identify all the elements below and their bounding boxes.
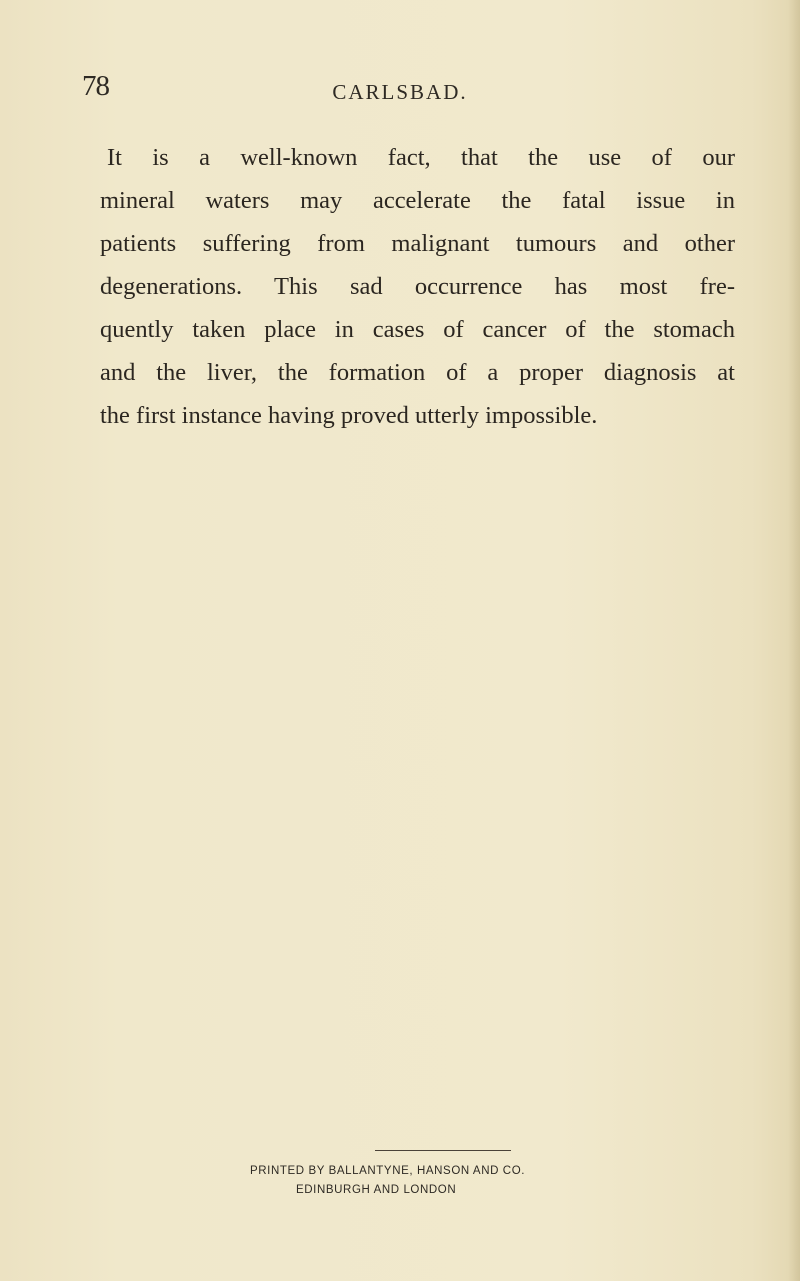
running-head: CARLSBAD. — [332, 80, 468, 104]
page-edge-shadow — [788, 0, 800, 1281]
imprint-printer: PRINTED BY BALLANTYNE, HANSON AND CO. — [250, 1165, 526, 1177]
text-line: and the liver, the formation of a proper diagnosis at — [100, 359, 735, 386]
text-line: It is a well-known fact, that the use of our — [107, 144, 735, 171]
imprint-rule — [375, 1150, 511, 1151]
body-paragraph — [100, 136, 735, 437]
text-line: quently taken place in cases of cancer of the stomach — [100, 316, 735, 343]
text-line: degenerations. This sad occurrence has most fre- — [100, 273, 735, 300]
page-number: 78 — [82, 70, 109, 102]
text-line: patients suffering from malignant tumours and other — [100, 230, 735, 257]
text-line: mineral waters may accelerate the fatal issue in — [100, 187, 735, 214]
text-line: the first instance having proved utterly impossible. — [100, 402, 598, 429]
imprint-location: EDINBURGH AND LONDON — [296, 1184, 457, 1196]
page-header — [0, 68, 800, 108]
